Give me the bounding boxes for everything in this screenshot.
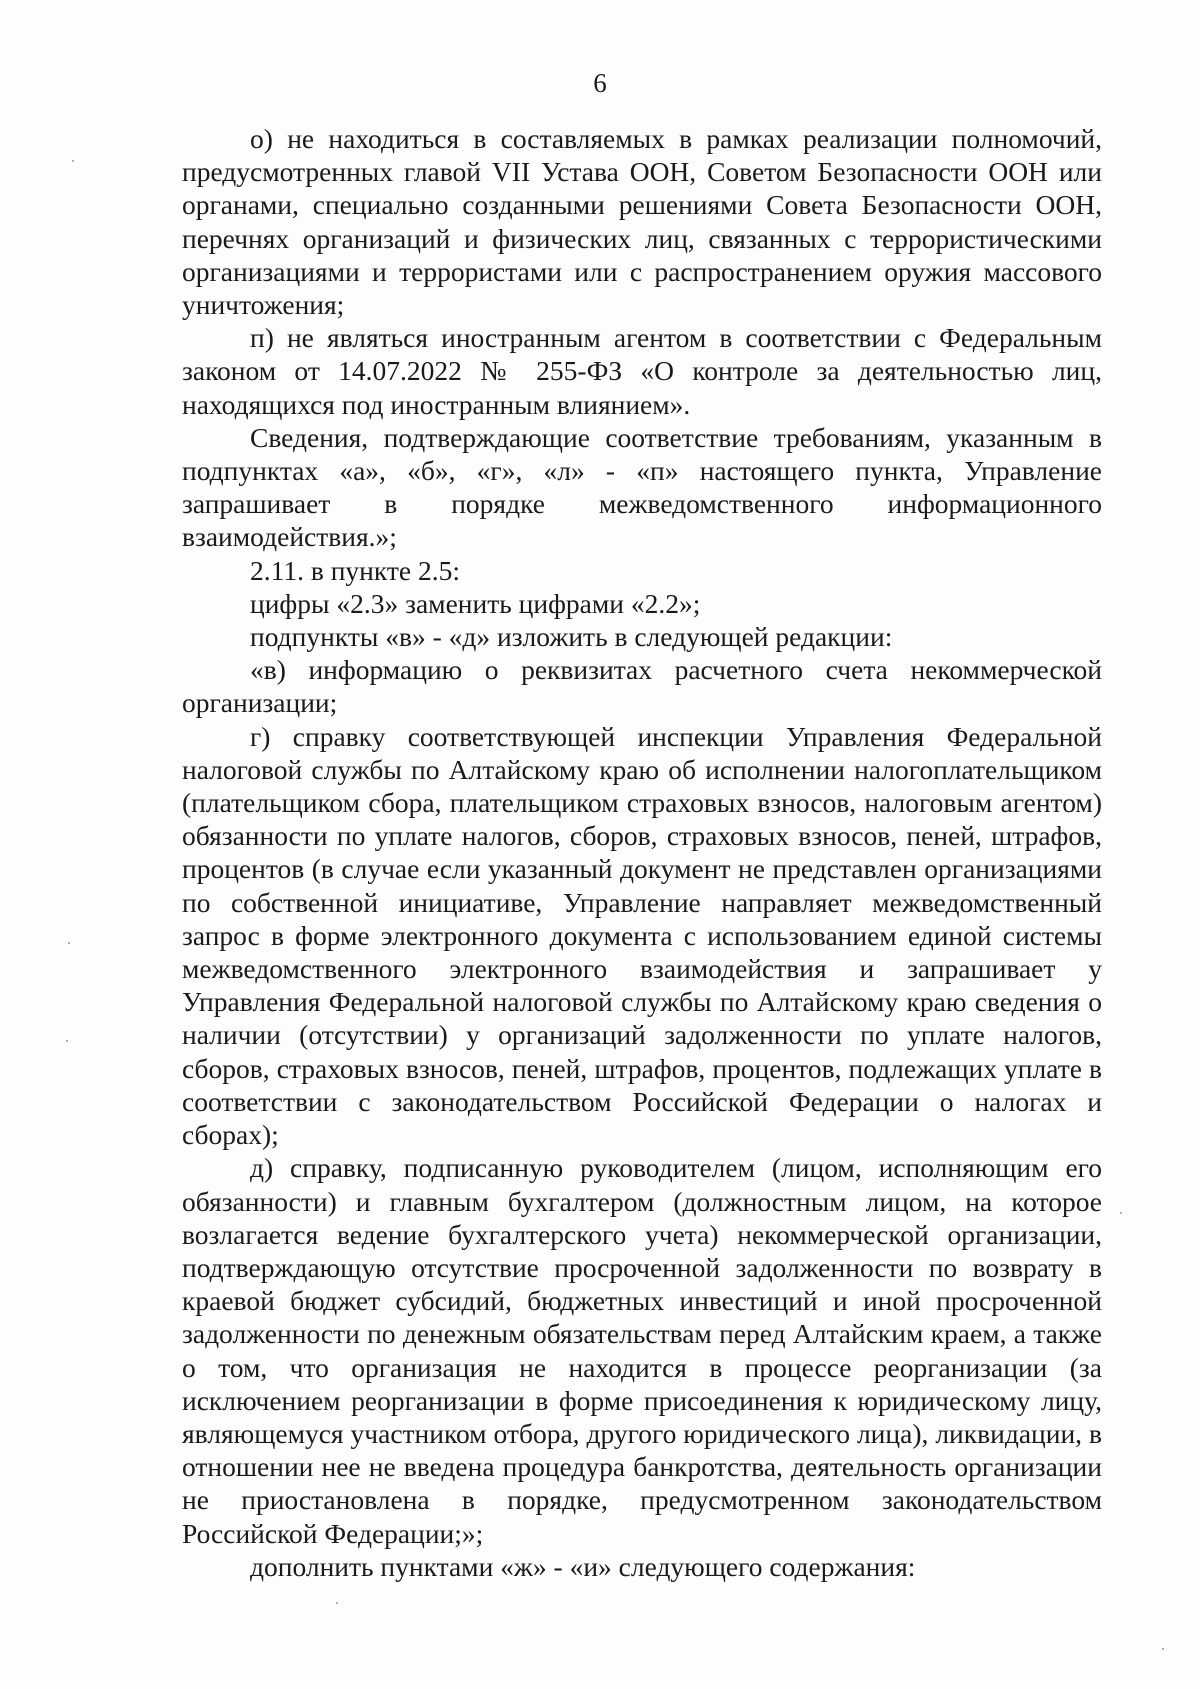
paragraph-replace-digits: цифры «2.3» заменить цифрами «2.2»; [250, 587, 701, 619]
document-body [182, 122, 1102, 1583]
paragraph-information-request: Сведения, подтверждающие соответствие требованиям, указанным в подпунктах «а», «б», «г», «л» - «п» настоящего пункта, Управление запрашивает в порядке межведомственного информационного взаимодействия.»; [182, 421, 1102, 553]
paragraph-subitem-g: г) справку соответствующей инспекции Управления Федеральной налоговой службы по Алтайскому краю об исполнении налогоплательщиком (плательщиком сбора, плательщиком страховых взносов, налоговым агентом) обязанности по уплате налогов, сборов, страховых взносов, пеней, штрафов, процентов (в случае если указанный документ не представлен организациями по собственной инициативе, Управление направляет межведомственный запрос в форме электронного документа с использованием единой системы межведомственного электронного взаимодействия и запрашивает у Управления Федеральной налоговой службы по Алтайскому краю сведения о наличии (отсутствии) у организаций задолженности по уплате налогов, сборов, страховых взносов, пеней, штрафов, процентов, подлежащих уплате в соответствии с законодательством Российской Федерации о налогах и сборах); [182, 720, 1102, 1151]
scan-speck [1120, 1212, 1122, 1214]
paragraph-subitem-o: о) не находиться в составляемых в рамках реализации полномочий, предусмотренных главой VII Устава ООН, Советом Безопасности ООН или органами, специально созданными решениями Совета Безопасности ООН, перечнях организаций и физических лиц, связанных с террористическими организациями и террористами или с распространением оружия массового уничтожения; [182, 123, 1102, 321]
scan-speck [72, 160, 74, 162]
paragraph-subitem-d: д) справку, подписанную руководителем (лицом, исполняющим его обязанности) и главным бухгалтером (должностным лицом, на которое возлагается ведение бухгалтерского учета) некоммерческой организации, подтверждающую отсутствие просроченной задолженности по возврату в краевой бюджет субсидий, бюджетных инвестиций и иной просроченной задолженности по денежным обязательствам перед Алтайским краем, а также о том, что организация не находится в процессе реорганизации (за исключением реорганизации в форме присоединения к юридическому лицу, являющемуся участником отбора, другого юридического лица), ликвидации, в отношении нее не введена процедура банкротства, деятельность организации не приостановлена в порядке, предусмотренном законодательством Российской Федерации;»; [182, 1152, 1102, 1549]
scan-speck [1162, 1648, 1164, 1650]
scan-speck [66, 1040, 68, 1042]
paragraph-subitem-p: п) не являться иностранным агентом в соответствии с Федеральным законом от 14.07.2022 № 255-ФЗ «О контроле за деятельностью лиц, находящихся под иностранным влиянием». [182, 322, 1102, 420]
paragraph-add-items: дополнить пунктами «ж» - «и» следующего содержания: [250, 1550, 916, 1582]
page-number: 6 [593, 68, 607, 98]
paragraph-item-2-11: 2.11. в пункте 2.5: [250, 554, 461, 586]
scan-speck [68, 942, 70, 944]
paragraph-subitems-amendment: подпункты «в» - «д» изложить в следующей редакции: [250, 621, 893, 653]
scan-speck [336, 1602, 338, 1604]
paragraph-subitem-v: «в) информацию о реквизитах расчетного счета некоммерческой организации; [182, 654, 1102, 719]
